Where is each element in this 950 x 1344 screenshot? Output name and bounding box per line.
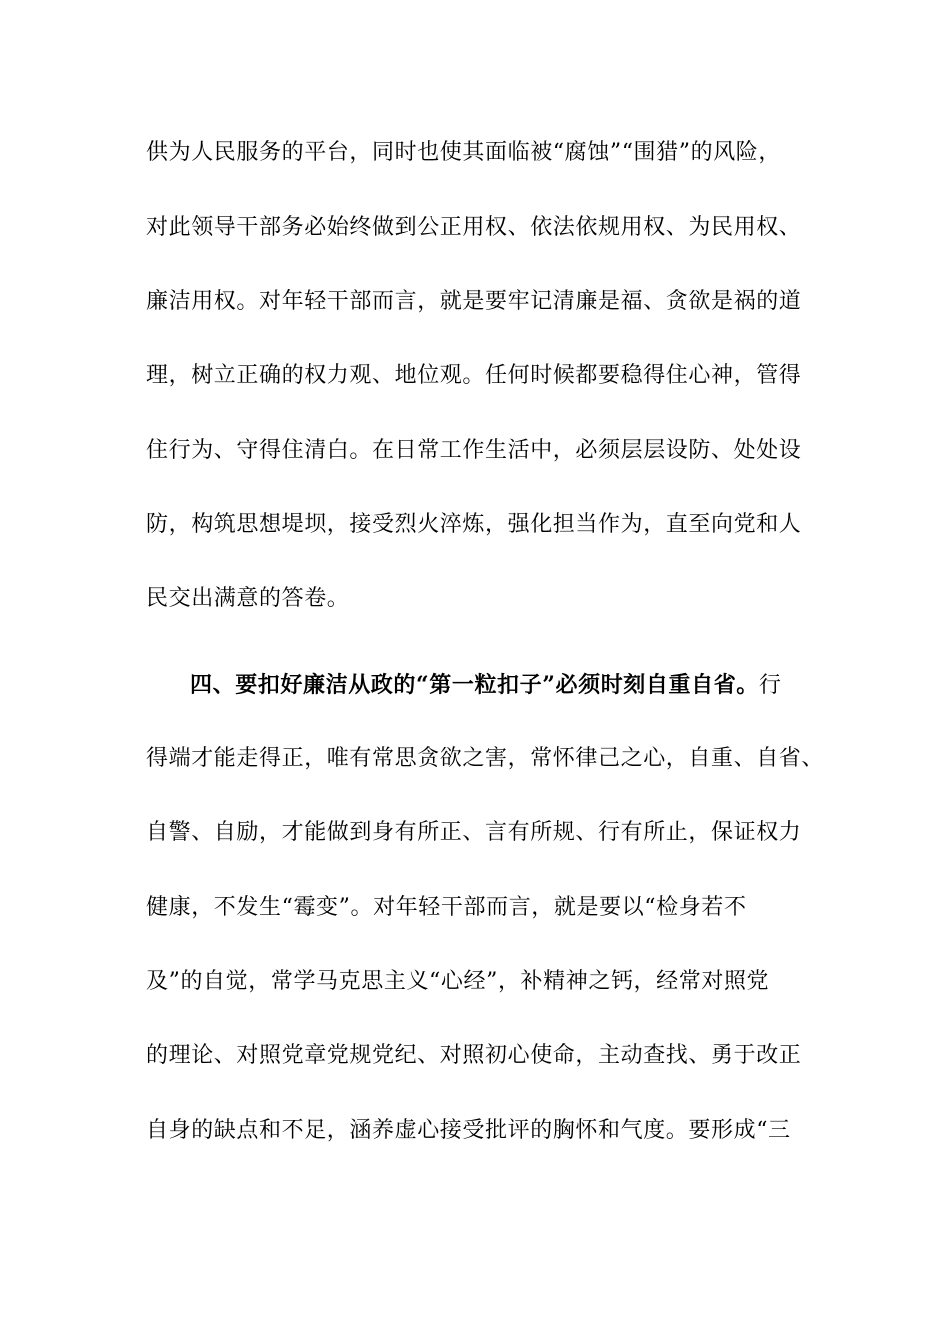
paragraph-2-line-5: 及”的自觉，常学马克思主义“心经”，补精神之钙，经常对照党 (146, 969, 770, 994)
section-heading: 四、要扣好廉洁从政的“第一粒扣子”必须时刻自重自省。 (190, 672, 759, 698)
paragraph-1-line-3: 廉洁用权。对年轻干部而言，就是要牢记清廉是福、贪欲是祸的道 (146, 289, 802, 314)
paragraph-2-line-3: 自警、自励，才能做到身有所正、言有所规、行有所止，保证权力 (146, 820, 802, 845)
paragraph-2-line-6: 的理论、对照党章党规党纪、对照初心使命，主动查找、勇于改正 (146, 1043, 802, 1068)
paragraph-1-line-7: 民交出满意的答卷。 (146, 586, 350, 611)
paragraph-1-line-2: 对此领导干部务必始终做到公正用权、依法依规用权、为民用权、 (146, 215, 802, 240)
paragraph-2-line-1 (190, 670, 816, 700)
paragraph-1-line-5: 住行为、守得住清白。在日常工作生活中，必须层层设防、处处设 (146, 438, 802, 463)
paragraph-1-line-4: 理，树立正确的权力观、地位观。任何时候都要稳得住心神，管得 (146, 363, 802, 388)
paragraph-2-line-1-tail: 行 (758, 673, 782, 698)
paragraph-2-line-2: 得端才能走得正，唯有常思贪欲之害，常怀律己之心，自重、自省、 (146, 746, 825, 771)
paragraph-1-line-6: 防，构筑思想堤坝，接受烈火淬炼，强化担当作为，直至向党和人 (146, 512, 802, 537)
paragraph-1-line-1: 供为人民服务的平台，同时也使其面临被“腐蚀”“围猎”的风险， (146, 140, 781, 165)
paragraph-2-line-7: 自身的缺点和不足，涵养虚心接受批评的胸怀和气度。要形成“三 (146, 1118, 791, 1143)
paragraph-2-line-4: 健康，不发生“霉变”。对年轻干部而言，就是要以“检身若不 (146, 895, 747, 920)
